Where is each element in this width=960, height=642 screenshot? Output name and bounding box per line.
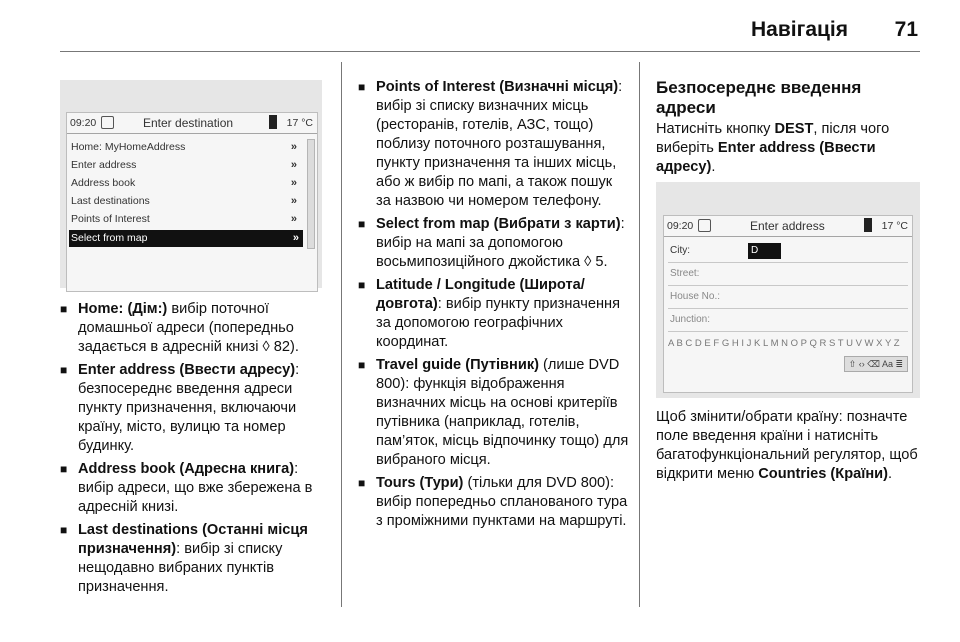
text: Щоб змінити/обрати країну: позначте поле введення країни і натисніть багатофункціональний регулятор, щоб відкрити меню — [656, 409, 918, 482]
column-2-text — [358, 78, 630, 535]
column-3-text — [656, 78, 918, 177]
field-label: House No.: — [670, 291, 721, 302]
text: Натисніть кнопку — [656, 121, 775, 137]
description: : вибір адреси, що вже збережена в адресній книзі. — [78, 461, 313, 515]
list-item — [60, 521, 330, 597]
junction-field[interactable] — [668, 309, 908, 332]
description: : вибір зі списку нещодавно вибраних пунктів призначення. — [78, 541, 283, 595]
menu-item-label: Last destinations — [71, 195, 150, 207]
list-item — [358, 276, 630, 352]
list-item — [60, 460, 330, 517]
thermometer-icon — [864, 218, 872, 232]
menu-item-address-book[interactable] — [71, 175, 301, 192]
menu-term: Enter address (Ввести адресу) — [656, 140, 876, 175]
term: Address book (Адресна книга) — [78, 461, 295, 477]
description: : безпосереднє введення адреси пункту призначення, включаючи країну, місто, вулицю та номер будинку. — [78, 362, 300, 454]
screenshot-enter-destination — [60, 80, 322, 288]
thermometer-icon — [269, 115, 277, 129]
description: : вибір пункту призначення за допомогою географічних координат. — [376, 296, 620, 350]
list-item — [358, 474, 630, 531]
description: (тільки для DVD 800): вибір попередньо спланованого тура з проміжними пунктами на маршруті. — [376, 475, 628, 529]
city-field[interactable] — [668, 240, 908, 263]
header-divider — [60, 51, 920, 52]
menu-item-label: Select from map — [71, 232, 148, 244]
dest-key: DEST — [774, 121, 814, 137]
status-icon — [698, 219, 711, 232]
term: Select from map (Вибрати з карти) — [376, 216, 621, 232]
screen-title: Enter address — [750, 219, 825, 233]
term: Home: (Дім:) — [78, 301, 168, 317]
menu-item-last-destinations[interactable] — [71, 193, 301, 210]
menu-item-select-from-map[interactable] — [69, 230, 303, 247]
description: : вибір зі списку визначних місць (ресторанів, готелів, АЗС, тощо) поблизу поточного розташування, пункту призначення та інших місць, або ж вибір по мапі, а також пошук за назвою чи номером телефону. — [376, 79, 623, 209]
column-divider-1 — [341, 62, 342, 607]
status-bar — [664, 216, 912, 237]
text: . — [887, 466, 893, 482]
field-label: City: — [670, 245, 690, 256]
temperature: 17 °C — [881, 220, 908, 232]
list-item — [358, 78, 630, 211]
clock: 09:20 — [70, 117, 97, 129]
screenshot-enter-address — [656, 182, 920, 398]
chevron-right-icon: » — [290, 195, 297, 207]
menu-item-label: Points of Interest — [71, 213, 150, 225]
page-title: Навігація — [750, 18, 848, 41]
list-item — [60, 361, 330, 456]
street-field[interactable] — [668, 263, 908, 286]
status-bar — [67, 113, 317, 134]
section-heading: Безпосереднє введення адреси — [656, 78, 862, 117]
page-header — [0, 0, 960, 54]
menu-item-label: Enter address — [71, 159, 137, 171]
menu-item-label: Address book — [71, 177, 136, 189]
column-divider-2 — [639, 62, 640, 607]
chevron-right-icon: » — [290, 177, 297, 189]
term: Enter address (Ввести адресу) — [78, 362, 296, 378]
city-input[interactable]: D — [748, 243, 781, 259]
outro-paragraph — [656, 408, 920, 484]
menu-item-points-of-interest[interactable] — [71, 211, 301, 228]
keyboard-controls[interactable]: ⇧ ‹› ⌫ Aa ≣ — [844, 356, 908, 372]
list-item — [358, 356, 630, 470]
description: (лише DVD 800): функція відображення визначних місць на основі критеріїв путівника (наприклад, готелів, пам’яток, місць відпочинку тощо) для вибраного місця. — [376, 357, 629, 468]
description: : вибір на мапі за допомогою восьмипозиційного джойстика ◊ 5. — [376, 216, 625, 270]
field-label: Junction: — [670, 314, 711, 325]
chevron-right-icon: » — [290, 213, 297, 225]
menu-item-enter-address[interactable] — [71, 157, 301, 174]
clock: 09:20 — [667, 220, 694, 232]
status-icon — [101, 116, 114, 129]
alphabet-keyboard[interactable]: A B C D E F G H I J K L M N O P Q R S T U V W X Y Z — [668, 338, 900, 349]
term: Points of Interest (Визначні місця) — [376, 79, 619, 95]
screen-title: Enter destination — [143, 116, 234, 130]
temperature: 17 °C — [286, 117, 313, 129]
field-label: Street: — [670, 268, 700, 279]
display-frame — [66, 112, 318, 292]
list-item — [358, 215, 630, 272]
scrollbar[interactable] — [307, 139, 315, 249]
chevron-right-icon: » — [290, 141, 297, 153]
term: Last destinations (Останні місця призначення) — [78, 522, 308, 557]
list-item — [60, 300, 330, 357]
chevron-right-icon: » — [290, 159, 297, 171]
intro-paragraph — [656, 120, 918, 177]
description: вибір поточної домашньої адреси (попередньо задається в адресній книзі ◊ 82). — [78, 301, 299, 355]
house-number-field[interactable] — [668, 286, 908, 309]
menu-item-label: Home: MyHomeAddress — [71, 141, 186, 153]
display-frame — [663, 215, 913, 393]
term: Tours (Тури) — [376, 475, 464, 491]
page-number: 71 — [894, 18, 918, 41]
text: , після чого виберіть — [656, 121, 890, 156]
menu-term: Countries (Країни) — [758, 466, 888, 482]
chevron-right-icon: » — [292, 232, 299, 244]
menu-item-home[interactable] — [71, 139, 301, 156]
column-1-text — [60, 300, 330, 601]
term: Latitude / Longitude (Широта/довгота) — [376, 277, 585, 312]
text: . — [711, 159, 716, 175]
term: Travel guide (Путівник) — [376, 357, 539, 373]
